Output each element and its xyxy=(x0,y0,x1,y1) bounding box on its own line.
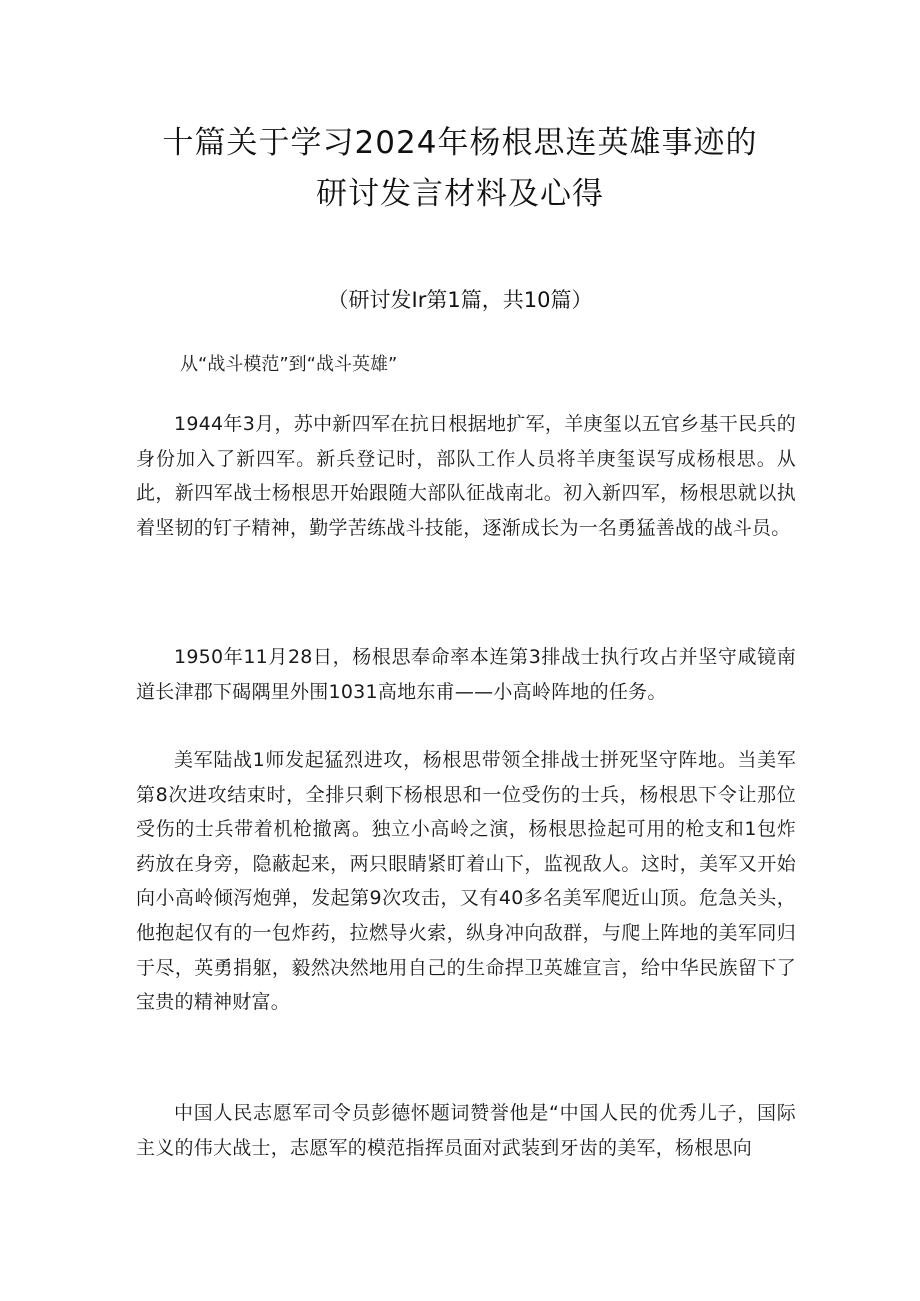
document-title-line-1: 十篇关于学习2024年杨根思连英雄事迹的 xyxy=(162,125,758,161)
paragraph-1: 1944年3月，苏中新四军在抗日根据地扩军，羊庚玺以五官乡基干民兵的身份加入了新四军。新兵登记时，部队工作人员将羊庚玺误写成杨根思。从此，新四军战士杨根思开始跟随大部队征战南北。初入新四军，杨根思就以执着坚韧的钉子精神，勤学苦练战斗技能，逐渐成长为一名勇猛善战的战斗员。 xyxy=(136,413,796,539)
paragraph-4: 中国人民志愿军司令员彭德怀题词赞誉他是“中国人民的优秀儿子，国际主义的伟大战士，志愿军的模范指挥员面对武装到牙齿的美军，杨根思向 xyxy=(136,1102,796,1159)
section-heading: 从“战斗模范”到“战斗英雄” xyxy=(180,354,398,375)
document-subtitle: （研讨发Ir第1篇，共10篇） xyxy=(327,288,593,312)
document-title-line-2: 研讨发言材料及心得 xyxy=(316,176,604,212)
paragraph-3: 美军陆战1师发起猛烈进攻，杨根思带领全排战士拼死坚守阵地。当美军第8次进攻结束时，全排只剩下杨根思和一位受伤的士兵，杨根思下令让那位受伤的士兵带着机枪撤离。独立小高岭之演，杨根思捡起可用的枪支和1包炸药放在身旁，隐蔽起来，两只眼睛紧盯着山下，监视敌人。这时，美军又开始向小高岭倾泻炮弹，发起第9次攻击，又有40多名美军爬近山顶。危急关头，他抱起仅有的一包炸药，拉燃导火索，纵身冲向敌群，与爬上阵地的美军同归于尽，英勇捐躯，毅然决然地用自己的生命捍卫英雄宣言，给中华民族留下了宝贵的精神财富。 xyxy=(136,749,796,1014)
paragraph-2: 1950年11月28日，杨根思奉命率本连第3排战士执行攻占并坚守咸镜南道长津郡下碣隅里外围1031高地东甫——小高岭阵地的任务。 xyxy=(136,646,796,703)
